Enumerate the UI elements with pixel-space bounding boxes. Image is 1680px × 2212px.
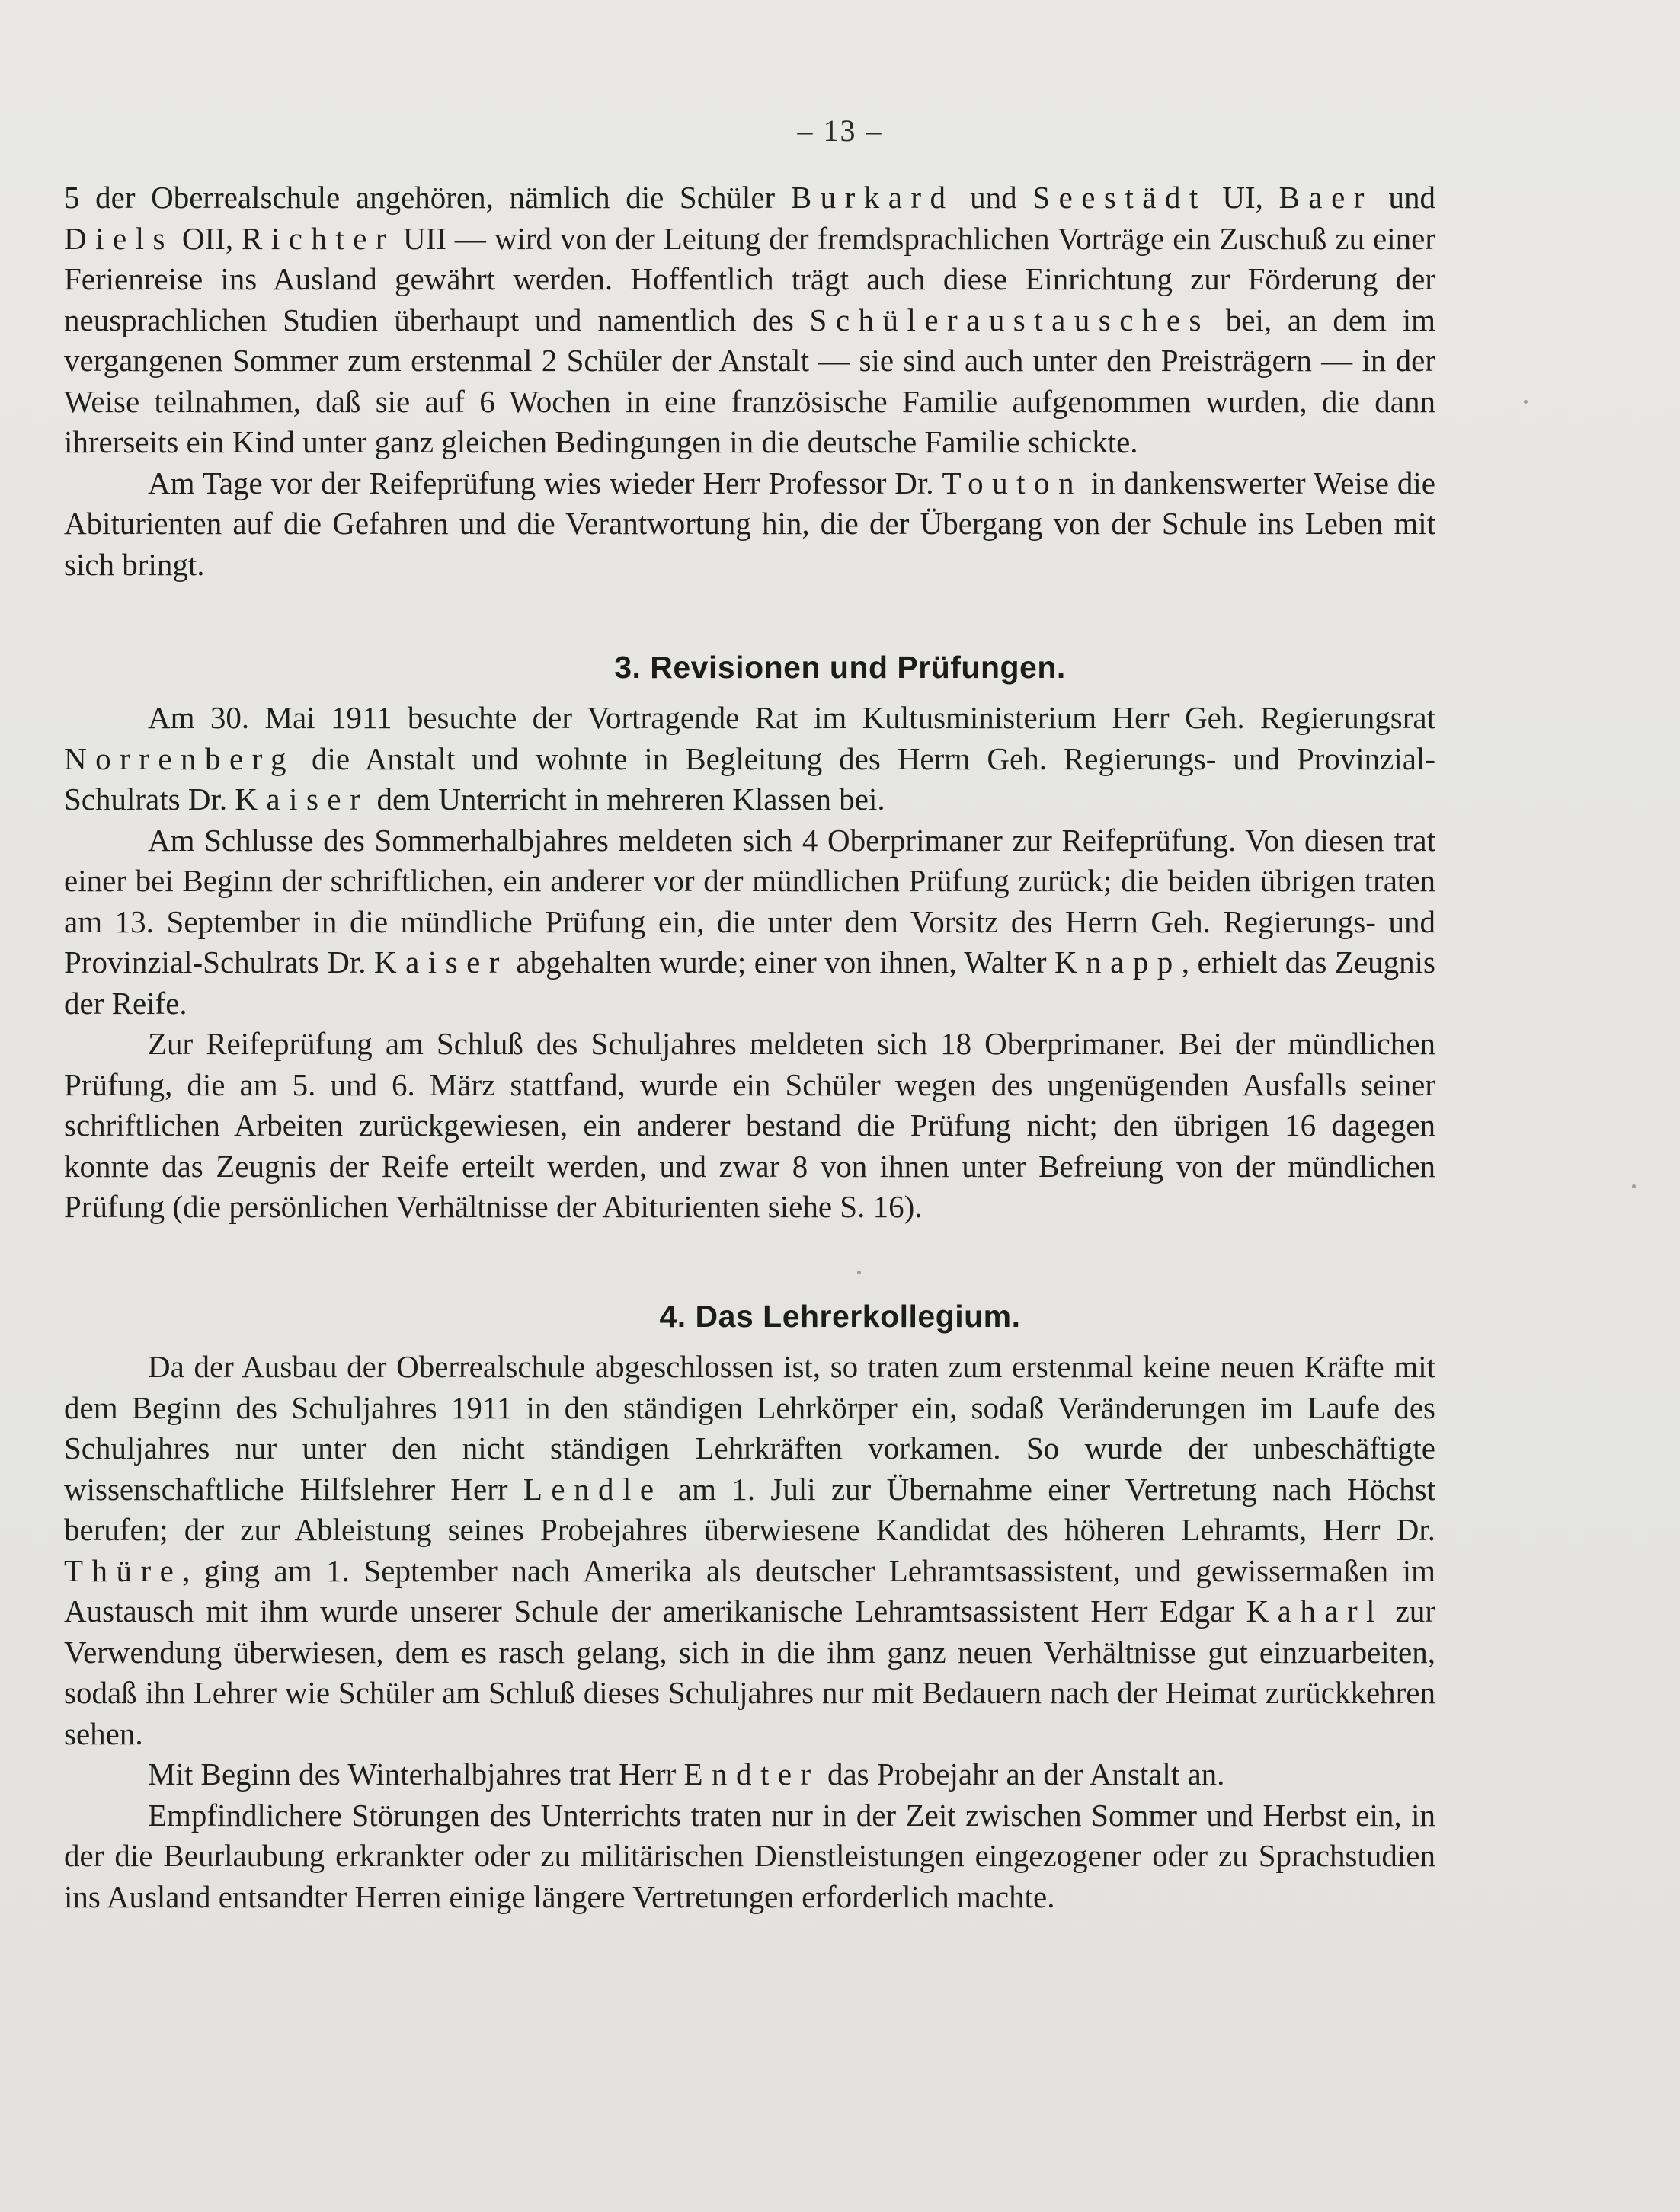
text-run: UII — wird von der Leitung der fremdsprachlichen Vorträge ein Zuschuß zu einer Ferienreise ins Ausland gewährt werden. Hoffentlich trägt auch diese Einrichtung zur Förderung der neusprachlichen Studien überhaupt und namentlich des <box>64 220 1435 337</box>
text-run: Da der Ausbau der Oberrealschule abgeschlossen ist, so traten zum erstenmal keine neuen Kräfte mit dem Beginn des Schuljahres 1911 in den ständigen Lehrkörper ein, sodaß Veränderungen im Laufe des Schuljahres nur unter den nicht ständigen Lehrkräften vorkamen. So wurde der unbeschäftigte wissenschaftliche Hilfslehrer Herr <box>64 1349 1435 1507</box>
spaced-name: Lendle <box>523 1471 663 1507</box>
text-run: in dankenswerter Weise die Abiturienten auf die Gefahren und die Verantwortung hin, die der Übergang von der Schule ins Leben mit sich bringt. <box>64 465 1436 582</box>
spaced-name: Richter <box>242 220 395 256</box>
paragraph <box>64 1754 1435 1795</box>
section-heading-lehrerkollegium: 4. Das Lehrerkollegium. <box>659 1299 1021 1334</box>
text-run: die Anstalt und wohnte in Begleitung des Herrn Geh. Regierungs- und Provinzial-Schulrats Dr. <box>64 740 1435 817</box>
text-run: und <box>954 180 1033 215</box>
text-run: , ging am 1. September nach Amerika als deutscher Lehramtsassistent, und gewissermaßen im Austausch mit ihm wurde unserer Schule der amerikanische Lehramtsassistent Herr Edgar <box>64 1552 1435 1629</box>
text-run: Zur Reifeprüfung am Schluß des Schuljahres meldeten sich 18 Oberprimaner. Bei der mündlichen Prüfung, die am 5. und 6. März stattfand, wurde ein Schüler wegen des ungenügenden Ausfalls seiner schriftlichen Arbeiten zurückgewiesen, ein anderer bestand die Prüfung nicht; den übrigen 16 dagegen konnte das Zeugnis der Reife erteilt werden, und zwar 8 von ihnen unter Befreiung von der mündlichen Prüfung (die persönlichen Verhältnisse der Abiturienten siehe S. 16). <box>64 1026 1435 1224</box>
text-run: UI, <box>1206 180 1279 215</box>
spaced-name: Kaiser <box>374 945 508 980</box>
spaced-name: Burkard <box>790 180 955 215</box>
spaced-name: Kaharl <box>1246 1593 1384 1629</box>
page-number: – 13 – <box>797 113 883 148</box>
paragraph <box>64 1795 1435 1918</box>
spaced-name: Baer <box>1278 180 1373 215</box>
text-run: Am Schlusse des Sommerhalbjahres meldeten sich 4 Oberprimaner zur Reifeprüfung. Von diesen trat einer bei Beginn der schriftlichen, ein anderer vor der mündlichen Prüfung zurück; die beiden übrigen traten am 13. September in die mündliche Prüfung ein, die unter dem Vorsitz des Herrn Geh. Regierungs- und Provinzial-Schulrats Dr. <box>64 822 1435 980</box>
text-run: Mit Beginn des Winterhalbjahres trat Herr <box>148 1756 684 1792</box>
text-run: am 1. Juli zur Übernahme einer Vertretung nach Höchst berufen; der zur Ableistung seines Probejahres überwiesene Kandidat des höheren Lehramts, Herr Dr. <box>64 1471 1435 1547</box>
paragraph <box>64 177 1435 463</box>
spaced-name: Schüleraustausches <box>809 302 1210 337</box>
paragraph <box>64 1347 1435 1754</box>
paper-speck <box>1632 1184 1636 1188</box>
spaced-name: Touton <box>942 465 1083 500</box>
spaced-name: Norrenberg <box>64 740 296 776</box>
spaced-name: Knapp <box>1054 945 1182 980</box>
text-run: und <box>1372 180 1436 215</box>
spaced-name: Diels <box>64 220 174 256</box>
text-run: dem Unterricht in mehreren Klassen bei. <box>369 782 885 817</box>
text-run: , erhielt das Zeugnis der Reife. <box>64 945 1435 1021</box>
text-run: Am 30. Mai 1911 besuchte der Vortragende Rat im Kultusministerium Herr Geh. Regierungsrat <box>148 700 1435 735</box>
text-run: Empfindlichere Störungen des Unterrichts traten nur in der Zeit zwischen Sommer und Herbst ein, in der die Beurlaubung erkrankter oder zu militärischen Dienstleistungen eingezogener oder zu Sprachstudien ins Ausland entsandter Herren einige längere Vertretungen erforderlich machte. <box>64 1797 1435 1914</box>
section-heading-revisionen: 3. Revisionen und Prüfungen. <box>614 650 1066 685</box>
paragraph <box>64 463 1435 586</box>
intro-text-block <box>64 177 1435 585</box>
paragraph <box>64 698 1435 820</box>
text-run: abgehalten wurde; einer von ihnen, Walter <box>507 945 1055 980</box>
paper-speck <box>1524 400 1528 404</box>
paragraph <box>64 1024 1435 1228</box>
text-run: 5 der Oberrealschule angehören, nämlich die Schüler <box>64 180 791 215</box>
spaced-name: Endter <box>683 1756 820 1792</box>
text-run: Am Tage vor der Reifeprüfung wies wieder Herr Professor Dr. <box>148 465 942 500</box>
paper-speck <box>857 1271 861 1274</box>
spaced-name: Seestädt <box>1032 180 1207 215</box>
spaced-name: Thüre <box>64 1552 183 1588</box>
revisionen-text-block <box>64 698 1435 1228</box>
paragraph <box>64 820 1435 1024</box>
spaced-name: Kaiser <box>235 782 370 817</box>
text-run: zur Verwendung überwiesen, dem es rasch gelang, sich in die ihm ganz neuen Verhältnisse gut einzuarbeiten, sodaß ihn Lehrer wie Schüler am Schluß dieses Schuljahres nur mit Bedauern nach der Heimat zurückkehren sehen. <box>64 1593 1435 1751</box>
text-run: OII, <box>173 220 242 256</box>
text-run: bei, an dem im vergangenen Sommer zum erstenmal 2 Schüler der Anstalt — sie sind auch unter den Preisträgern — in der Weise teilnahmen, daß sie auf 6 Wochen in eine französische Familie aufgenommen wurden, die dann ihrerseits ein Kind unter ganz gleichen Bedingungen in die deutsche Familie schickte. <box>64 302 1435 459</box>
lehrerkollegium-text-block <box>64 1347 1435 1917</box>
text-run: das Probejahr an der Anstalt an. <box>819 1756 1225 1792</box>
